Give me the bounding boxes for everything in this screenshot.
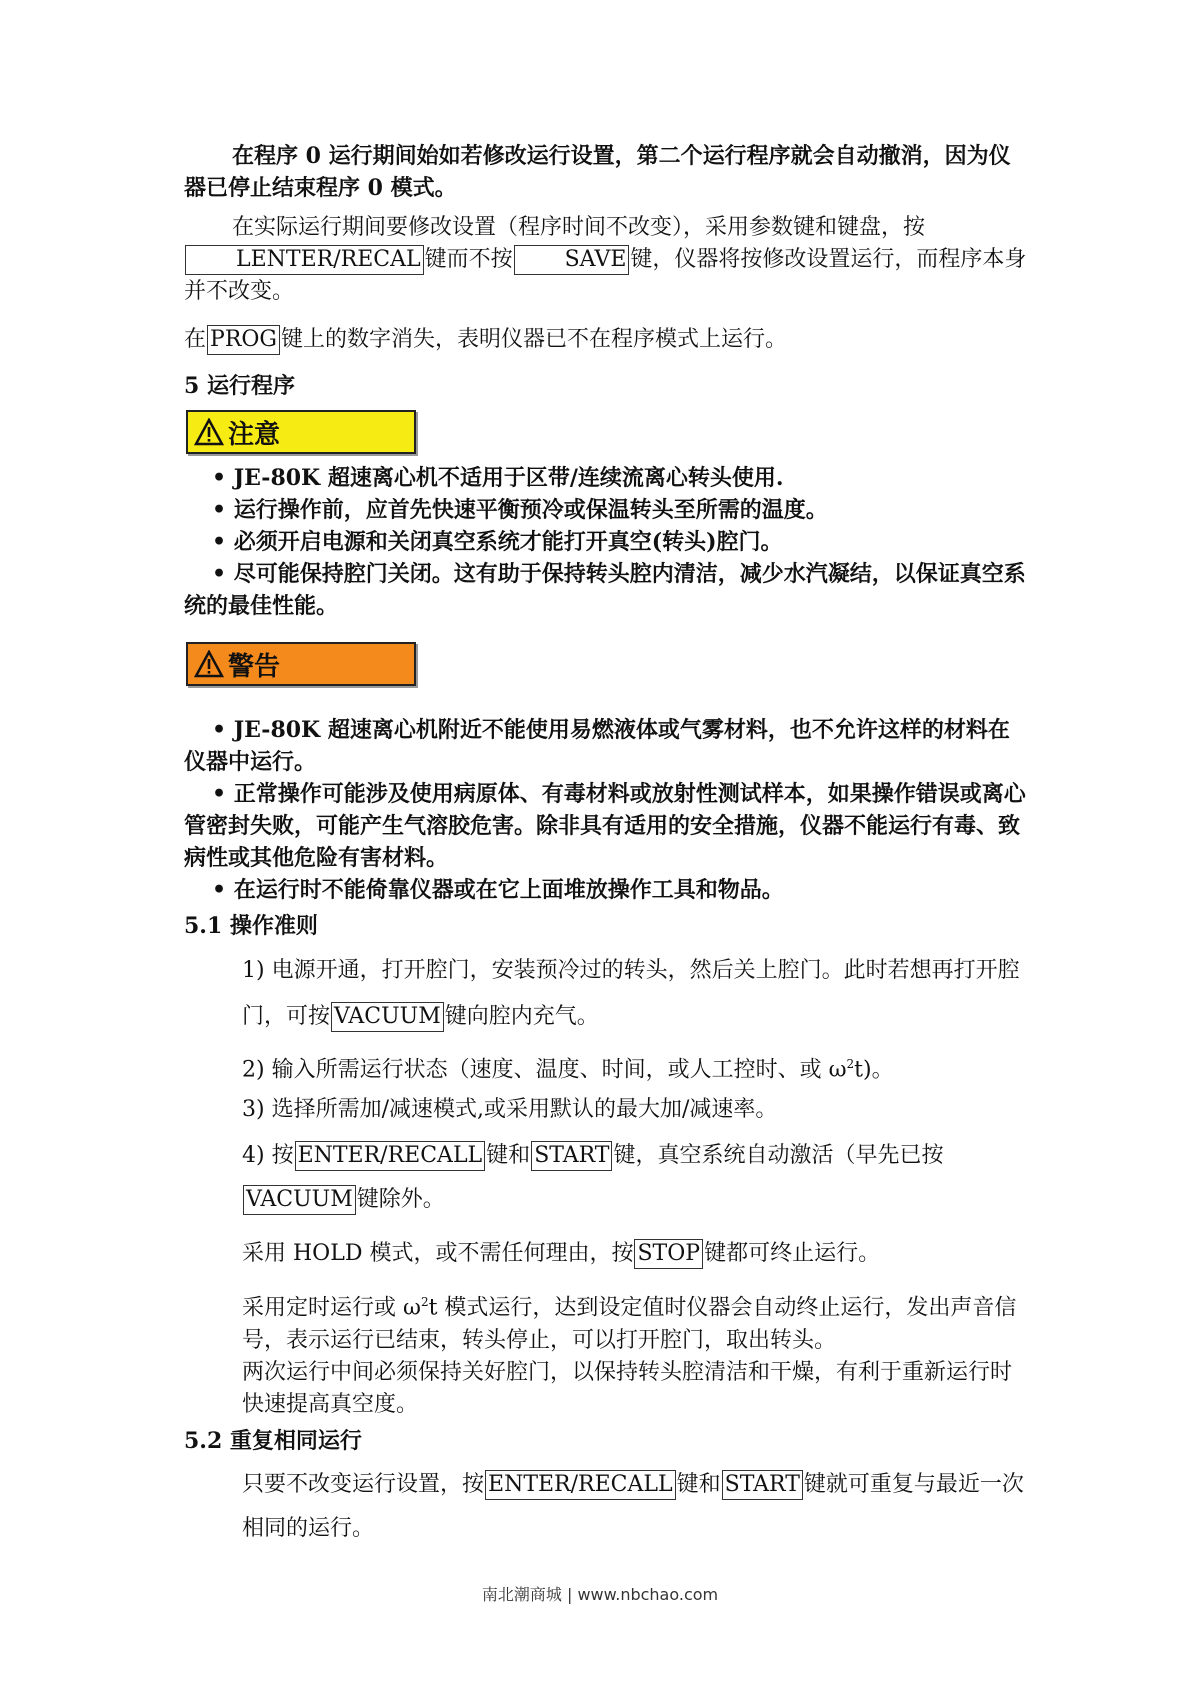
key-enter-recall: ENTER/RECALL [485,1470,676,1500]
intro-paragraph-3 [184,324,1030,356]
text-span: 键都可终止运行。 [704,1241,881,1267]
section-5-heading: 5 运行程序 [184,373,295,399]
text-span: 键除外。 [356,1187,445,1213]
step-1 [184,948,1030,1040]
warning-label: 警告 [228,651,281,682]
caution-label: 注意 [228,419,281,450]
intro-paragraph-2 [184,212,1030,308]
warning-triangle-icon [194,418,224,446]
section-5-2-heading: 5.2 重复相同运行 [184,1427,362,1454]
key-enter-recall: ENTER/RECALL [295,1141,486,1171]
document-body [184,140,1030,1551]
repeat-paragraph [184,1463,1030,1551]
warning-item: • 在运行时不能倚靠仪器或在它上面堆放操作工具和物品。 [212,877,784,903]
caution-item [184,526,1030,558]
text-span: 1) 电源开通，打开腔门，安装预冷过的转头，然后关上腔门。此时若想再打开腔门，可按 [242,958,1020,1029]
warning-item: • 正常操作可能涉及使用病原体、有毒材料或放射性测试样本，如果操作错误或离心管密封失败，可能产生气溶胶危害。除非具有适用的安全措施，仪器不能运行有毒、致病性或其他危险有害材料。 [184,781,1026,871]
text-span: t)。 [854,1057,894,1083]
section-5-1-heading: 5.1 操作准则 [184,913,318,939]
text-span: 采用 HOLD 模式，或不需任何理由，按 [242,1241,634,1267]
text-span: 键，真空系统自动激活（早先已按 [613,1143,944,1169]
hold-paragraph [184,1238,1030,1270]
key-prog: PROG [207,325,280,355]
keep-door-paragraph: 两次运行中间必须保持关好腔门，以保持转头腔清洁和干燥，有利于重新运行时快速提高真空度。 [242,1359,1013,1417]
warning-item: • JE-80K 超速离心机附近不能使用易燃液体或气雾材料，也不允许这样的材料在仪器中运行。 [184,717,1010,775]
warning-banner [186,642,416,686]
text-span: 键，仪器将按修改设置运行，而程序本身并不改变。 [184,247,1027,304]
text-span: 在实际运行期间要修改设置（程序时间不改变），采用参数键和键盘，按 [232,215,926,240]
text-span: t 模式运行，达到设定值时仪器会自动终止运行，发出声音信号，表示运行已结束，转头停止，可以打开腔门，取出转头。 [242,1295,1017,1353]
step-2 [184,1048,1030,1086]
caution-text: • JE-80K 超速离心机不适用于区带/连续流离心转头使用. [212,465,784,491]
superscript: 2 [846,1057,855,1071]
text-span: 采用定时运行或 ω [242,1295,421,1321]
key-save: SAVE [514,245,630,275]
text-span: 只要不改变运行设置，按 [242,1471,485,1497]
key-vacuum: VACUUM [331,1002,444,1032]
caution-item [184,462,1030,494]
text-span: 键就可重复与最近一次相同的运行。 [242,1471,1024,1541]
step-4 [184,1134,1030,1222]
text-span: 4) 按 [242,1143,294,1169]
timer-paragraph [184,1286,1030,1356]
step-3: 3) 选择所需加/减速模式,或采用默认的最大加/减速率。 [242,1097,778,1123]
text-span: 键和 [676,1471,721,1497]
page-footer: 南北潮商城 | www.nbchao.com [481,1585,719,1604]
warning-triangle-icon [194,650,224,678]
intro-paragraph-1: 在程序 0 运行期间始如若修改运行设置，第二个运行程序就会自动撤消，因为仪器已停止结束程序 0 模式。 [184,143,1011,201]
caution-item [184,494,1030,526]
caution-item: • 尽可能保持腔门关闭。这有助于保持转头腔内清洁，减少水汽凝结，以保证真空系统的最佳性能。 [184,561,1026,619]
text-span: 在 [184,327,207,352]
caution-text: • 必须开启电源和关闭真空系统才能打开真空(转头)腔门。 [212,529,783,555]
key-vacuum: VACUUM [243,1185,356,1215]
text-span: 键和 [486,1143,531,1169]
key-start: START [531,1141,612,1171]
key-start: START [722,1470,803,1500]
caution-banner [186,410,416,454]
text-span: 键上的数字消失，表明仪器已不在程序模式上运行。 [281,327,788,352]
text-span: 键而不按 [424,247,513,272]
key-stop: STOP [634,1239,703,1269]
text-span: 键向腔内充气。 [444,1004,599,1029]
caution-text: • 运行操作前，应首先快速平衡预冷或保温转头至所需的温度。 [212,497,828,523]
key-lenter-recal: LENTER/RECAL [185,245,424,275]
superscript: 2 [420,1295,429,1310]
text-span: 2) 输入所需运行状态（速度、温度、时间，或人工控时、或 ω [242,1057,847,1083]
